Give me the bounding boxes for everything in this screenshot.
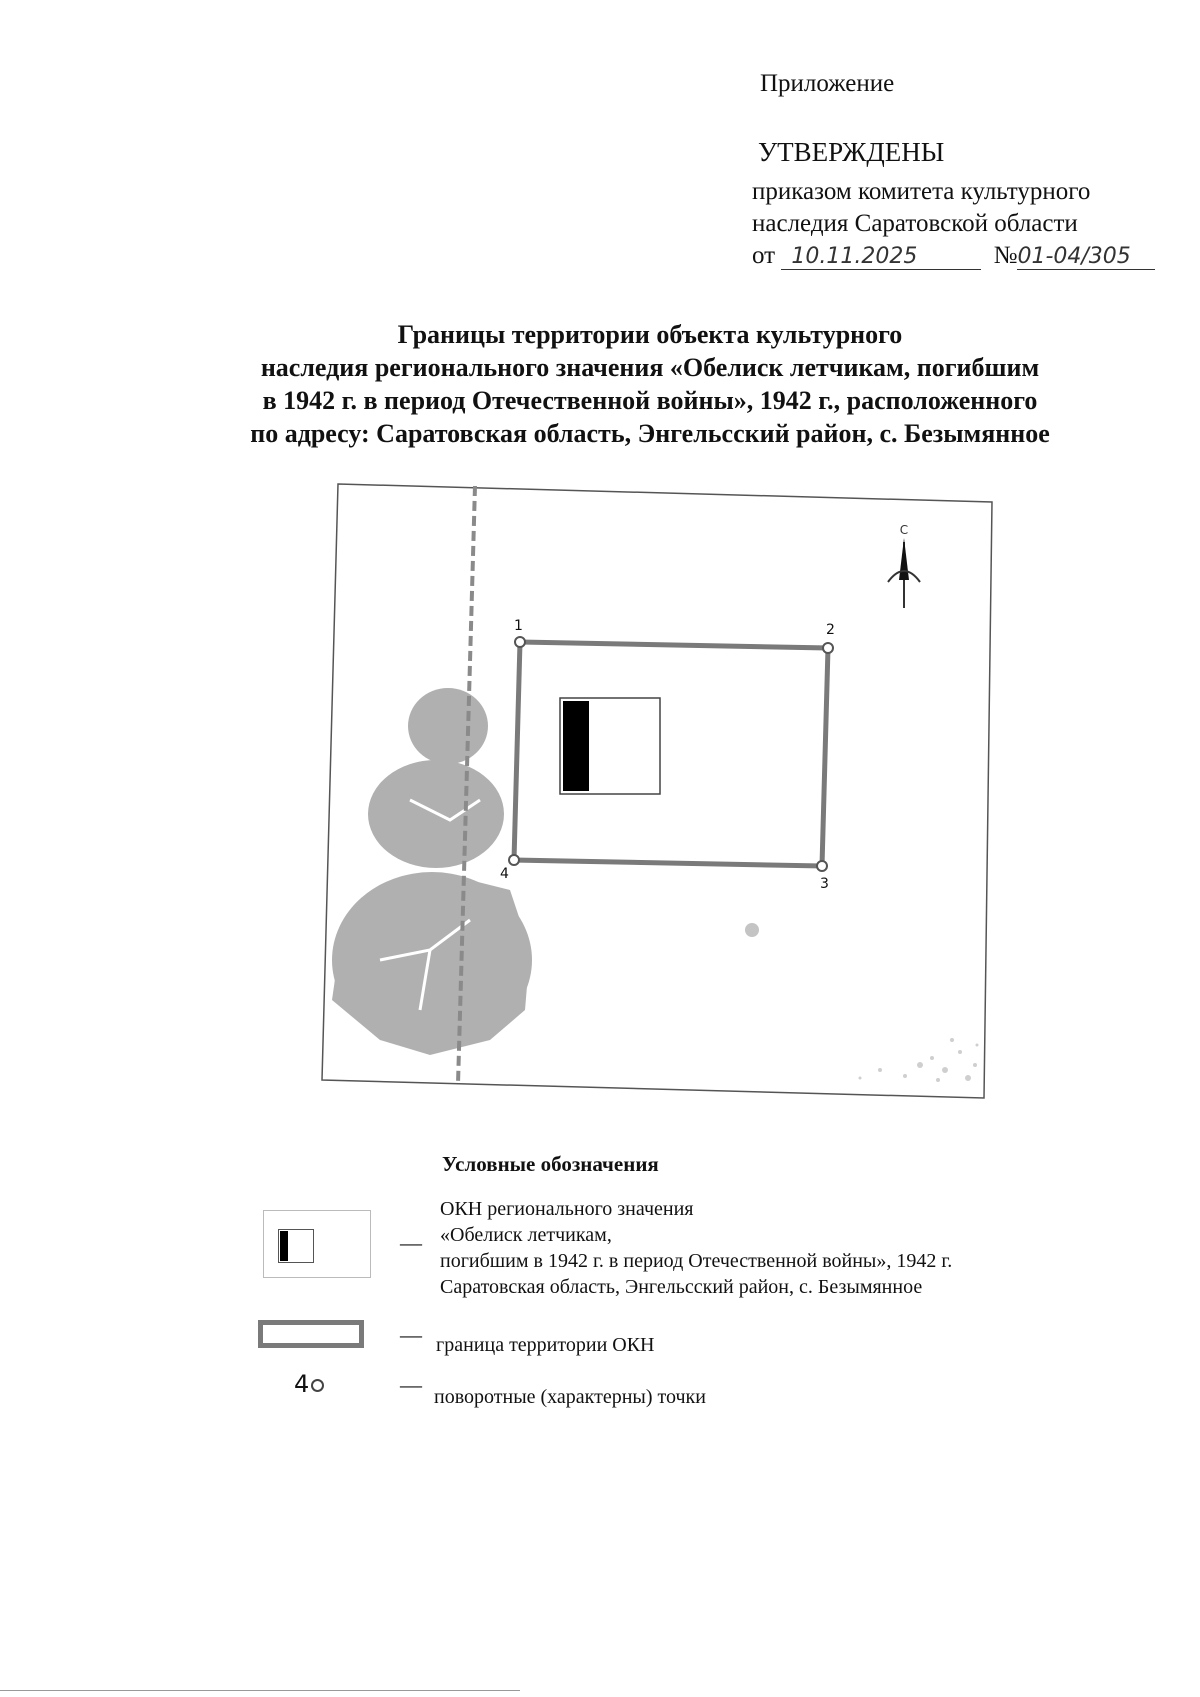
order-date-line	[752, 240, 1155, 272]
turning-point-1	[515, 637, 525, 647]
order-line-2: наследия Саратовской области	[752, 210, 1078, 237]
document-title	[160, 318, 1140, 450]
legend-boundary-symbol	[258, 1320, 364, 1348]
turning-point-4	[509, 855, 519, 865]
scan-edge-line	[0, 1690, 520, 1691]
legend-dash-2: —	[400, 1322, 422, 1347]
turning-point-4-label: 4	[500, 866, 509, 882]
boundary-map	[320, 480, 1000, 1100]
legend-item-monument	[440, 1196, 952, 1300]
turning-point-2	[823, 643, 833, 653]
number-prefix: №	[993, 242, 1018, 269]
legend-dash-3: —	[400, 1372, 422, 1397]
legend-point-symbol	[294, 1370, 324, 1398]
turning-point-1-label: 1	[514, 618, 523, 634]
legend-item-points: поворотные (характерны) точки	[434, 1386, 706, 1408]
terrain-blot	[745, 923, 759, 937]
north-label: С	[899, 523, 909, 537]
approved-label: УТВЕРЖДЕНЫ	[758, 137, 945, 167]
legend-point-number: 4	[294, 1370, 310, 1398]
title-line-3: в 1942 г. в период Отечественной войны», 1942 г., расположенного	[262, 386, 1038, 415]
legend-item-monument-line-2: «Обелиск летчикам,	[440, 1224, 612, 1246]
legend-title: Условные обозначения	[442, 1152, 659, 1176]
legend-monument-symbol	[263, 1210, 371, 1278]
legend-item-monument-line-1: ОКН регионального значения	[440, 1198, 694, 1220]
turning-point-3-label: 3	[820, 876, 829, 892]
date-prefix: от	[752, 242, 776, 269]
appendix-label: Приложение	[760, 70, 895, 97]
turning-point-2-label: 2	[826, 622, 835, 638]
turning-point-3	[817, 861, 827, 871]
legend-item-monument-line-4: Саратовская область, Энгельсский район, с. Безымянное	[440, 1276, 923, 1298]
legend-dash-1: —	[400, 1230, 422, 1255]
title-line-4: по адресу: Саратовская область, Энгельсский район, с. Безымянное	[250, 419, 1050, 448]
order-number: 01-04/305	[1017, 245, 1155, 270]
order-line-1: приказом комитета культурного	[752, 178, 1091, 205]
title-line-2: наследия регионального значения «Обелиск летчикам, погибшим	[260, 353, 1040, 382]
legend-item-boundary: граница территории ОКН	[436, 1334, 655, 1356]
monument-obelisk	[563, 701, 589, 791]
order-date: 10.11.2025	[781, 245, 981, 270]
legend-item-monument-line-3: погибшим в 1942 г. в период Отечественной войны», 1942 г.	[440, 1250, 953, 1272]
title-line-1: Границы территории объекта культурного	[397, 320, 903, 349]
turning-point-icon	[311, 1379, 324, 1392]
